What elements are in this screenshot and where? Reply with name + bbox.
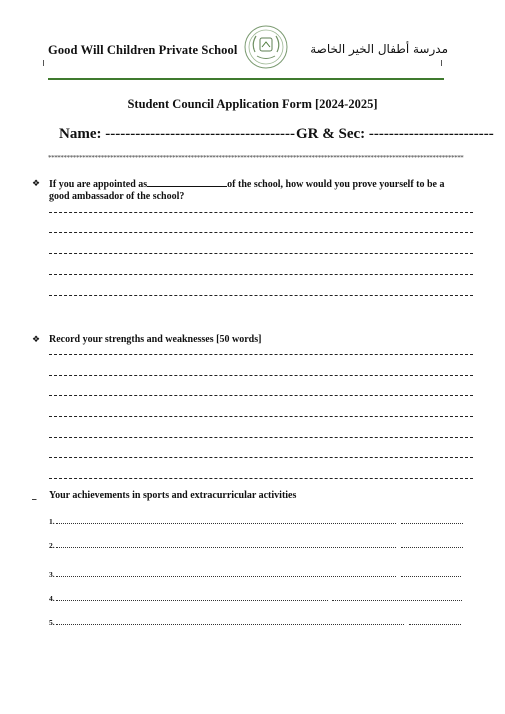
star-separator: ************************************************************************************************************************************** — [48, 154, 464, 162]
answer-line[interactable] — [49, 395, 473, 396]
achievement-detail-line[interactable] — [409, 624, 461, 625]
answer-line[interactable] — [49, 295, 473, 296]
achievement-detail-line[interactable] — [401, 547, 463, 548]
school-name-arabic: مدرسة أطفال الخير الخاصة — [310, 42, 448, 56]
header-divider — [48, 78, 444, 80]
dash-bullet-icon: _ — [32, 491, 37, 501]
achievement-number: 3. — [49, 570, 55, 579]
school-name-english: Good Will Children Private School — [48, 43, 238, 57]
answer-line[interactable] — [49, 457, 473, 458]
achievement-detail-line[interactable] — [401, 576, 461, 577]
answer-line[interactable] — [49, 416, 473, 417]
achievement-row[interactable] — [49, 594, 55, 603]
name-field[interactable]: Name: -------------------------------------- — [59, 126, 296, 142]
school-crest-logo — [243, 24, 289, 70]
diamond-bullet-icon: ❖ — [32, 179, 41, 189]
question-2-text: Record your strengths and weaknesses [50 words] — [49, 334, 262, 345]
achievement-detail-line[interactable] — [401, 523, 463, 524]
answer-line[interactable] — [49, 232, 473, 233]
answer-line[interactable] — [49, 253, 473, 254]
achievement-number: 4. — [49, 594, 55, 603]
achievement-line[interactable] — [56, 547, 396, 548]
achievement-number: 1. — [49, 517, 55, 526]
achievement-row[interactable] — [49, 570, 55, 579]
achievement-row[interactable] — [49, 541, 55, 550]
form-title: Student Council Application Form [2024-2025] — [127, 97, 378, 111]
achievement-number: 2. — [49, 541, 55, 550]
answer-line[interactable] — [49, 212, 473, 213]
achievement-row[interactable] — [49, 517, 55, 526]
header-left-tick — [43, 60, 44, 66]
question-1-line-2: good ambassador of the school? — [49, 191, 185, 202]
diamond-bullet-icon: ❖ — [32, 335, 41, 345]
answer-line[interactable] — [49, 354, 473, 355]
achievement-row[interactable] — [49, 618, 55, 627]
answer-line[interactable] — [49, 437, 473, 438]
achievement-line[interactable] — [56, 600, 328, 601]
achievement-detail-line[interactable] — [332, 600, 462, 601]
answer-line[interactable] — [49, 478, 473, 479]
achievement-line[interactable] — [56, 523, 396, 524]
achievement-line[interactable] — [56, 624, 404, 625]
role-blank-field[interactable] — [147, 177, 227, 187]
answer-line[interactable] — [49, 375, 473, 376]
achievement-number: 5. — [49, 618, 55, 627]
gr-section-field[interactable]: GR & Sec: ------------------------- — [296, 126, 494, 142]
achievement-line[interactable] — [56, 576, 396, 577]
question-1-line-1: If you are appointed as of the school, how would you prove yourself to be a — [49, 179, 445, 190]
answer-line[interactable] — [49, 274, 473, 275]
question-3-text: Your achievements in sports and extracurricular activities — [49, 490, 297, 501]
header-right-tick — [441, 60, 442, 66]
